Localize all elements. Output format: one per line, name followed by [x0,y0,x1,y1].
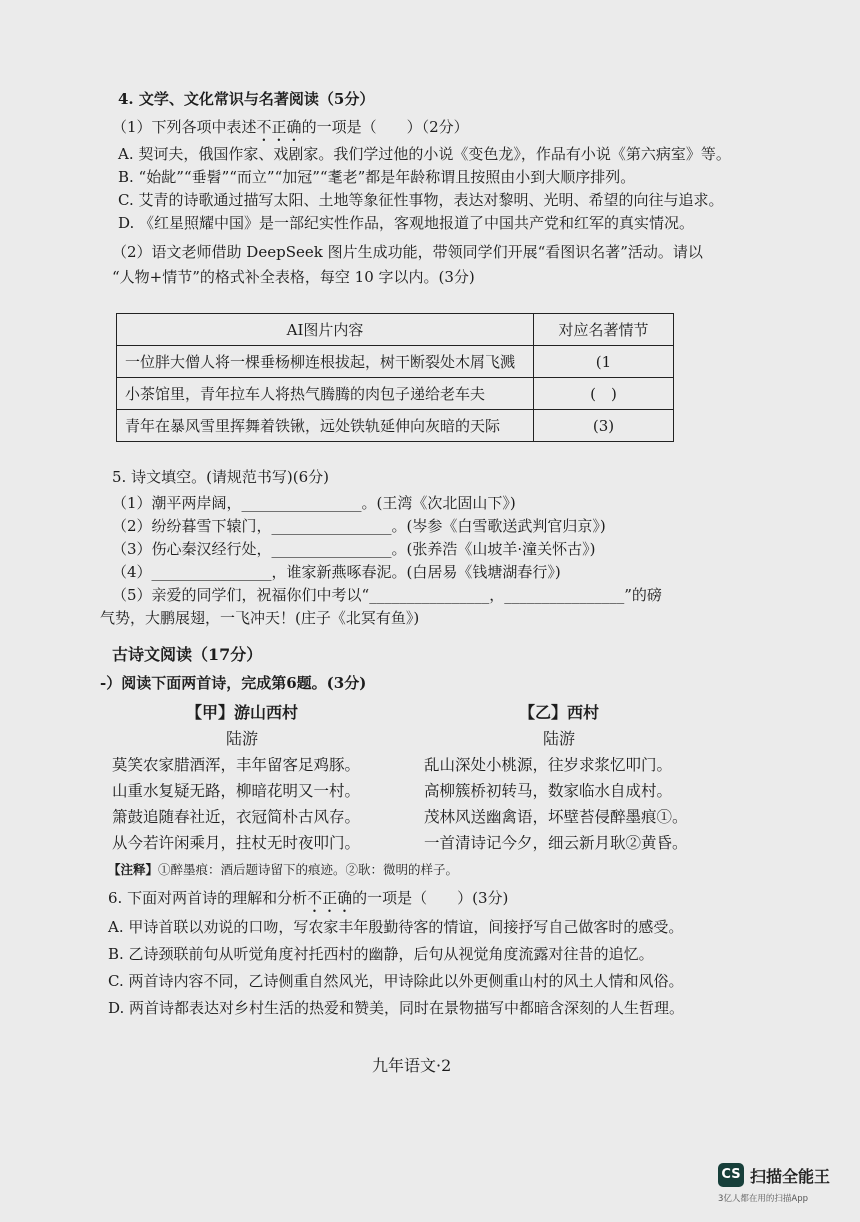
q5-heading: 5. 诗文填空。(请规范书写)(6分) [112,468,330,486]
poem-a-author: 陆游 [225,729,258,748]
ancient-heading: 古诗文阅读（17分） [112,645,263,664]
q4-option-b: B. “始龀”“垂髫”“而立”“加冠”“耄老”都是年龄称谓且按照由小到大顺序排列。 [118,168,636,186]
annotation-text: ①醉墨痕：酒后题诗留下的痕迹。②耿：微明的样子。 [158,862,459,877]
table-cell: 一位胖大僧人将一棵垂杨柳连根拔起，树干断裂处木屑飞溅 [117,346,534,378]
ancient-subheading: -）阅读下面两首诗，完成第6题。(3分) [100,674,367,692]
poem-line: 从今若许闲乘月，拄杖无时夜叩门。 [112,834,361,852]
q6-stem-pre: 6. 下面对两首诗的理解和分析 [108,889,308,907]
q5-line-2: （2）纷纷暮雪下辕门，________________。(岑参《白雪歌送武判官归京》) [112,517,606,535]
q4-heading: 4. 文学、文化常识与名著阅读（5分） [118,90,375,108]
q4-1-stem-emphasis: 不正确 [256,118,302,136]
q4-1-stem-post: 的一项是（ ）（2分） [301,118,469,136]
novel-table [116,313,674,442]
table-row [117,410,674,442]
poem-line: 高柳簇桥初转马，数家临水自成村。 [424,782,673,800]
poem-b-author: 陆游 [542,729,575,748]
q6-stem-post: 的一项是（ ）(3分) [352,889,509,907]
table-cell: 青年在暴风雪里挥舞着铁锹，远处铁轨延伸向灰暗的天际 [117,410,534,442]
poem-b-title: 【乙】西村 [518,703,599,722]
q4-1-stem-pre: （1）下列各项中表述 [112,118,257,136]
poem-a-title: 【甲】游山西村 [185,703,298,722]
page-footer: 九年语文·2 [372,1056,452,1075]
poem-line: 莫笑农家腊酒浑，丰年留客足鸡豚。 [112,756,361,774]
table-header-row [117,314,674,346]
poem-line: 箫鼓追随春社近，衣冠简朴古风存。 [112,808,361,826]
poem-line: 乱山深处小桃源，往岁求浆忆叩门。 [424,756,673,774]
q6-option-d: D. 两首诗都表达对乡村生活的热爱和赞美，同时在景物描写中都暗含深刻的人生哲理。 [108,999,685,1017]
q5-line-1: （1）潮平两岸阔，________________。(王湾《次北固山下》) [112,494,516,512]
q4-option-c: C. 艾青的诗歌通过描写太阳、土地等象征性事物，表达对黎明、光明、希望的向往与追求。 [118,191,724,209]
camscanner-slogan: 3亿人都在用的扫描App [718,1194,809,1204]
q4-1-stem [112,117,469,145]
q6-option-a: A. 甲诗首联以劝说的口吻，写农家丰年殷勤待客的情谊，间接抒写自己做客时的感受。 [108,918,684,936]
poem-line: 茂林风送幽禽语，坏壁苔侵醉墨痕①。 [424,808,688,826]
table-cell: 小茶馆里，青年拉车人将热气腾腾的肉包子递给老车夫 [117,378,534,410]
q6-stem [108,888,508,916]
annotation-label: 【注释】 [108,862,159,877]
table-row [117,346,674,378]
q4-option-a: A. 契诃夫，俄国作家、戏剧家。我们学过他的小说《变色龙》，作品有小说《第六病室》等。 [118,145,731,163]
table-header: AI图片内容 [117,314,534,346]
table-row [117,378,674,410]
q6-stem-emphasis: 不正确 [307,889,353,907]
camscanner-title: 扫描全能王 [750,1167,831,1186]
q6-option-c: C. 两首诗内容不同，乙诗侧重自然风光，甲诗除此以外更侧重山村的风土人情和风俗。 [108,972,684,990]
poem-line: 一首清诗记今夕，细云新月耿②黄昏。 [424,834,688,852]
q5-line-4: （4）________________，谁家新燕啄春泥。(白居易《钱塘湖春行》) [112,563,561,581]
poem-b [424,700,694,856]
q6-option-b: B. 乙诗颈联前句从听觉角度衬托西村的幽静，后句从视觉角度流露对往昔的追忆。 [108,945,654,963]
table-header: 对应名著情节 [534,314,674,346]
q5-line-5b: 气势，大鹏展翅，一飞冲天！(庄子《北冥有鱼》) [100,609,420,627]
q5-line-5: （5）亲爱的同学们，祝福你们中考以“________________，________________”的磅 [112,586,662,604]
q4-2-stem-line2: “人物+情节”的格式补全表格，每空 10 字以内。(3分) [112,268,475,286]
camscanner-logo-icon: CS [718,1163,744,1187]
answer-blank: ( ) [534,378,674,410]
q4-option-d: D. 《红星照耀中国》是一部纪实性作品，客观地报道了中国共产党和红军的真实情况。 [118,214,695,232]
annotation [108,860,458,880]
answer-blank: (3) [534,410,674,442]
answer-blank: (1 [534,346,674,378]
q4-2-stem-line1: （2）语文老师借助 DeepSeek 图片生成功能，带领同学们开展“看图识名著”活动。请以 [112,243,703,261]
q5-line-3: （3）伤心秦汉经行处，________________。(张养浩《山坡羊·潼关怀古》) [112,540,596,558]
poem-line: 山重水复疑无路，柳暗花明又一村。 [112,782,361,800]
poem-a [112,700,372,856]
